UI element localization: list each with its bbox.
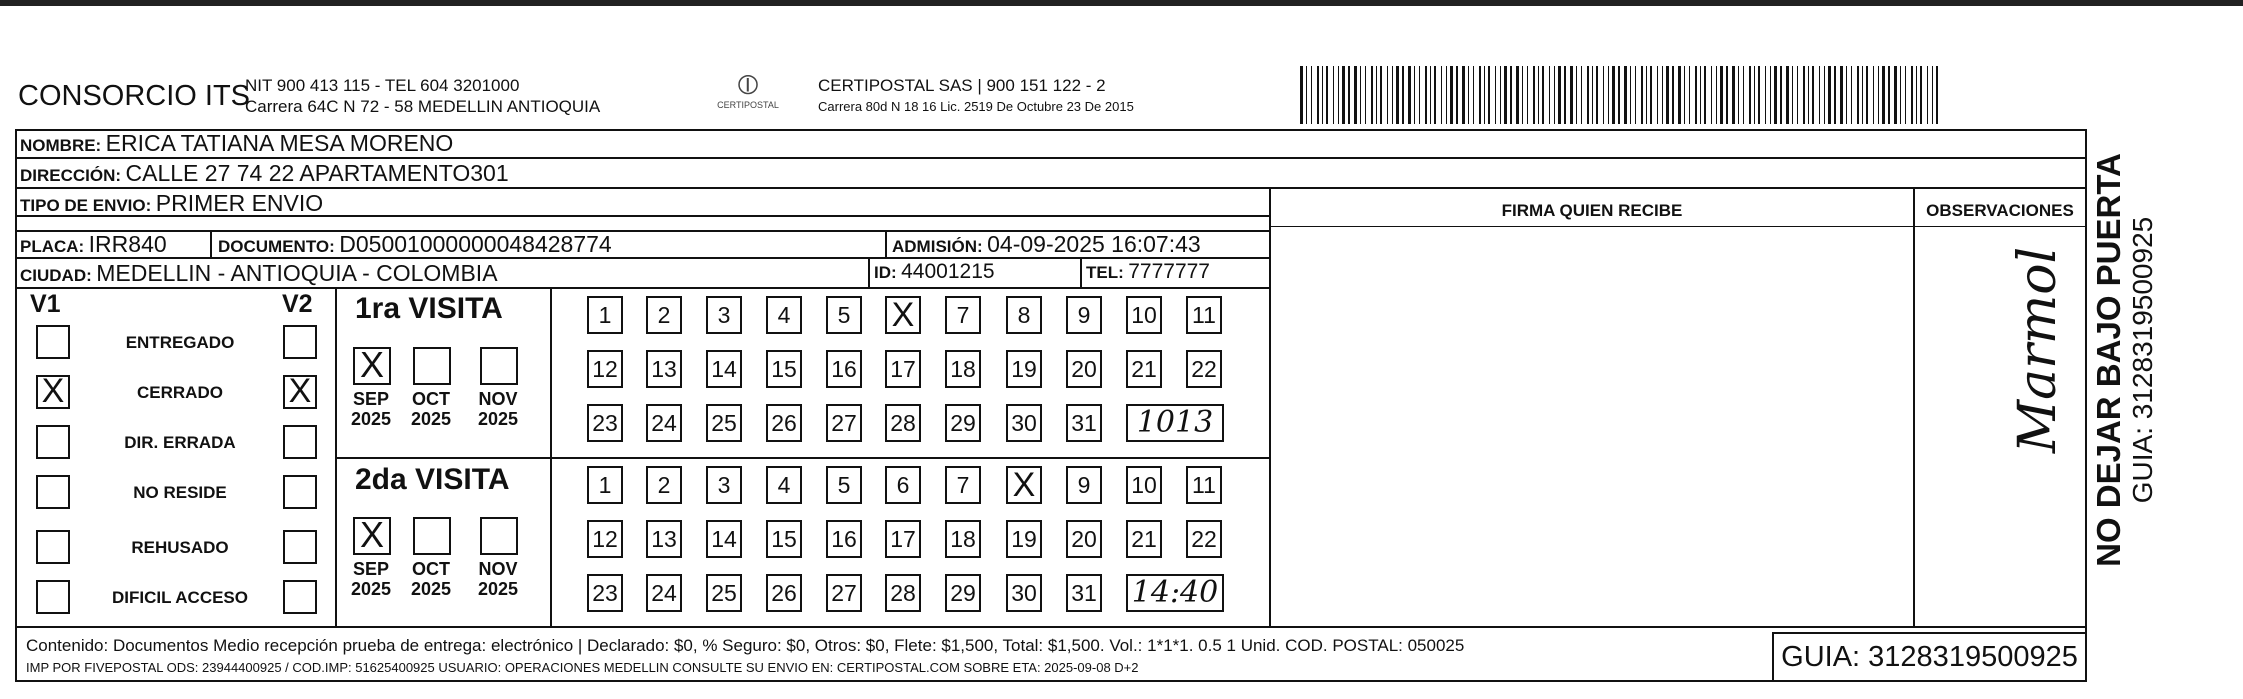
visit1-day-box[interactable]: 30 [1006, 404, 1042, 442]
visit2-day-box[interactable]: 5 [826, 466, 862, 504]
v2-checkbox[interactable] [283, 580, 317, 614]
tel-value: 7777777 [1128, 260, 1210, 283]
visit2-month-checkbox[interactable]: X [353, 517, 391, 555]
visit2-day-box[interactable]: 2 [646, 466, 682, 504]
barcode [1300, 66, 1938, 124]
visit2-day-box[interactable]: 24 [646, 574, 682, 612]
visit1-day-box[interactable]: 10 [1126, 296, 1162, 334]
nombre-value: ERICA TATIANA MESA MORENO [105, 130, 454, 156]
v1-checkbox[interactable] [36, 325, 70, 359]
visit2-day-box[interactable]: 16 [826, 520, 862, 558]
visit1-day-box[interactable]: 5 [826, 296, 862, 334]
direccion-value: CALLE 27 74 22 APARTAMENTO301 [125, 160, 509, 186]
placa-field: PLACA: IRR840 [20, 231, 167, 257]
tel-field: TEL: 7777777 [1086, 260, 1210, 283]
logo-swirl-icon: ⦶ [737, 69, 759, 100]
cert-line: CERTIPOSTAL SAS | 900 151 122 - 2 [818, 76, 1106, 95]
v2-checkbox[interactable] [283, 530, 317, 564]
visit2-day-box[interactable]: 22 [1186, 520, 1222, 558]
visit2-day-box[interactable]: 30 [1006, 574, 1042, 612]
visit2-time-box: 14:40 [1126, 574, 1224, 612]
guia-number-box: GUIA: 3128319500925 [1772, 632, 2087, 682]
visit1-day-box[interactable]: 28 [885, 404, 921, 442]
visit2-day-box[interactable]: 29 [945, 574, 981, 612]
visit1-day-box[interactable]: 29 [945, 404, 981, 442]
visit1-month-checkbox[interactable] [413, 347, 451, 385]
visit1-day-box[interactable]: 1 [587, 296, 623, 334]
visit1-day-box[interactable]: 17 [885, 350, 921, 388]
visit1-day-box[interactable]: 2 [646, 296, 682, 334]
visit1-day-box[interactable]: 26 [766, 404, 802, 442]
placa-value: IRR840 [88, 231, 167, 257]
visit2-day-box[interactable]: 7 [945, 466, 981, 504]
visit2-day-box[interactable]: 26 [766, 574, 802, 612]
admision-value: 04-09-2025 16:07:43 [987, 231, 1201, 257]
month-year: 2025 [410, 409, 452, 429]
v2-header: V2 [282, 290, 313, 318]
v1-checkbox[interactable] [36, 580, 70, 614]
visit2-day-box[interactable]: X [1006, 466, 1042, 504]
visit1-day-box[interactable]: 22 [1186, 350, 1222, 388]
visit1-month-label [405, 389, 457, 429]
handwritten-signature: Marmol [2008, 246, 2069, 454]
nombre-field: NOMBRE: ERICA TATIANA MESA MORENO [20, 130, 454, 156]
visit2-day-box[interactable]: 17 [885, 520, 921, 558]
status-label: DIFICIL ACCESO [111, 588, 248, 607]
visit2-day-box[interactable]: 14 [706, 520, 742, 558]
month-year: 2025 [477, 579, 519, 599]
month-name: SEP [352, 559, 390, 579]
visit2-month-checkbox[interactable] [413, 517, 451, 555]
firma-header: FIRMA QUIEN RECIBE [1501, 201, 1683, 220]
id-field: ID: 44001215 [874, 260, 995, 283]
company-info [245, 75, 600, 117]
observaciones-header: OBSERVACIONES [1926, 201, 2074, 220]
visit1-month-checkbox[interactable]: X [353, 347, 391, 385]
visit1-day-box[interactable]: 20 [1066, 350, 1102, 388]
documento-field: DOCUMENTO: D05001000000048428774 [218, 231, 612, 257]
visit2-day-box[interactable]: 19 [1006, 520, 1042, 558]
visit1-day-box[interactable]: 24 [646, 404, 682, 442]
visit2-day-box[interactable]: 13 [646, 520, 682, 558]
visit1-day-box[interactable]: 13 [646, 350, 682, 388]
logo-label: CERTIPOSTAL [717, 100, 779, 110]
visit1-day-box[interactable]: 8 [1006, 296, 1042, 334]
status-label: NO RESIDE [133, 483, 227, 502]
visit2-month-label [405, 559, 457, 599]
direccion-field: DIRECCIÓN: CALLE 27 74 22 APARTAMENTO301 [20, 160, 509, 186]
visit1-month-checkbox[interactable] [480, 347, 518, 385]
visit2-day-box[interactable]: 28 [885, 574, 921, 612]
month-name: OCT [412, 559, 450, 579]
status-label: CERRADO [137, 383, 223, 402]
certipostal-info [818, 75, 1134, 117]
month-year: 2025 [350, 409, 392, 429]
v1-checkbox[interactable] [36, 475, 70, 509]
v2-checkbox[interactable]: X [283, 375, 317, 409]
visit1-month-label [345, 389, 397, 429]
status-label: DIR. ERRADA [124, 433, 236, 452]
visit1-day-box[interactable]: 25 [706, 404, 742, 442]
tipo-envio-value: PRIMER ENVIO [155, 190, 324, 216]
nit-line: NIT 900 413 115 - TEL 604 3201000 [245, 76, 520, 95]
v1-checkbox[interactable] [36, 530, 70, 564]
v2-checkbox[interactable] [283, 475, 317, 509]
visit1-day-box[interactable]: 3 [706, 296, 742, 334]
visit2-month-label [472, 559, 524, 599]
visit1-day-box[interactable]: 23 [587, 404, 623, 442]
month-year: 2025 [350, 579, 392, 599]
top-border [0, 0, 2243, 6]
visit1-day-box[interactable]: 31 [1066, 404, 1102, 442]
visit1-time-box: 1013 [1126, 404, 1224, 442]
visit2-day-box[interactable]: 4 [766, 466, 802, 504]
status-label: ENTREGADO [125, 333, 235, 352]
tipo-envio-field: TIPO DE ENVIO: PRIMER ENVIO [20, 190, 324, 216]
month-name: OCT [412, 389, 450, 409]
visit1-day-box[interactable]: 11 [1186, 296, 1222, 334]
visit2-day-box[interactable]: 20 [1066, 520, 1102, 558]
visit1-month-label [472, 389, 524, 429]
visit1-day-box[interactable]: 12 [587, 350, 623, 388]
v2-checkbox[interactable] [283, 425, 317, 459]
month-name: NOV [478, 389, 518, 409]
visit1-day-box[interactable]: 21 [1126, 350, 1162, 388]
month-year: 2025 [477, 409, 519, 429]
visit2-day-box[interactable]: 25 [706, 574, 742, 612]
visit2-month-checkbox[interactable] [480, 517, 518, 555]
visit2-title: 2da VISITA [355, 463, 510, 496]
visit1-day-box[interactable]: X [885, 296, 921, 334]
v1-checkbox[interactable] [36, 425, 70, 459]
visit1-day-box[interactable]: 4 [766, 296, 802, 334]
visit2-day-box[interactable]: 27 [826, 574, 862, 612]
visit2-day-box[interactable]: 15 [766, 520, 802, 558]
visit2-day-box[interactable]: 3 [706, 466, 742, 504]
id-value: 44001215 [901, 260, 995, 283]
address-line: Carrera 64C N 72 - 58 MEDELLIN ANTIOQUIA [245, 97, 601, 116]
visit1-day-box[interactable]: 19 [1006, 350, 1042, 388]
visit2-day-box[interactable]: 9 [1066, 466, 1102, 504]
visit1-day-box[interactable]: 18 [945, 350, 981, 388]
month-name: NOV [478, 559, 518, 579]
company-name: CONSORCIO ITS [18, 80, 251, 112]
v1-header: V1 [30, 290, 61, 318]
print-info-line: IMP POR FIVEPOSTAL ODS: 23944400925 / COD.IMP: 51625400925 USUARIO: OPERACIONES MEDELLIN CONSULTE SU ENVIO EN: CERTIPOSTAL.COM SOBRE ETA: 2025-09-08 D+2 [26, 660, 1139, 675]
ciudad-field: CIUDAD: MEDELLIN - ANTIOQUIA - COLOMBIA [20, 260, 498, 286]
visit2-day-box[interactable]: 10 [1126, 466, 1162, 504]
visit1-day-box[interactable]: 16 [826, 350, 862, 388]
visit1-day-box[interactable]: 9 [1066, 296, 1102, 334]
month-year: 2025 [410, 579, 452, 599]
license-line: Carrera 80d N 18 16 Lic. 2519 De Octubre 23 De 2015 [818, 99, 1134, 114]
visit2-day-box[interactable]: 1 [587, 466, 623, 504]
status-label: REHUSADO [131, 538, 229, 557]
visit2-month-label [345, 559, 397, 599]
v2-checkbox[interactable] [283, 325, 317, 359]
admision-field: ADMISIÓN: 04-09-2025 16:07:43 [892, 231, 1201, 257]
v1-checkbox[interactable]: X [36, 375, 70, 409]
no-dejar-bajo-puerta: NO DEJAR BAJO PUERTA [2090, 153, 2127, 567]
ciudad-value: MEDELLIN - ANTIOQUIA - COLOMBIA [96, 260, 498, 286]
visit2-day-box[interactable]: 11 [1186, 466, 1222, 504]
visit2-day-box[interactable]: 21 [1126, 520, 1162, 558]
visit1-day-box[interactable]: 15 [766, 350, 802, 388]
visit2-day-box[interactable]: 31 [1066, 574, 1102, 612]
visit2-day-box[interactable]: 23 [587, 574, 623, 612]
visit2-day-box[interactable]: 12 [587, 520, 623, 558]
visit1-day-box[interactable]: 7 [945, 296, 981, 334]
content-line: Contenido: Documentos Medio recepción prueba de entrega: electrónico | Declarado: $0, % Seguro: $0, Otros: $0, Flete: $1,500, Total: $1,500. Vol.: 1*1*1. 0.5 1 Unid. COD. POSTAL: 050025 [26, 636, 1465, 655]
documento-value: D05001000000048428774 [339, 231, 612, 257]
side-guia-number: GUIA: 3128319500925 [2127, 216, 2158, 504]
visit1-day-box[interactable]: 27 [826, 404, 862, 442]
visit1-day-box[interactable]: 14 [706, 350, 742, 388]
visit2-day-box[interactable]: 18 [945, 520, 981, 558]
month-name: SEP [352, 389, 390, 409]
visit2-day-box[interactable]: 6 [885, 466, 921, 504]
certipostal-logo [713, 70, 783, 120]
visit1-title: 1ra VISITA [355, 292, 503, 325]
